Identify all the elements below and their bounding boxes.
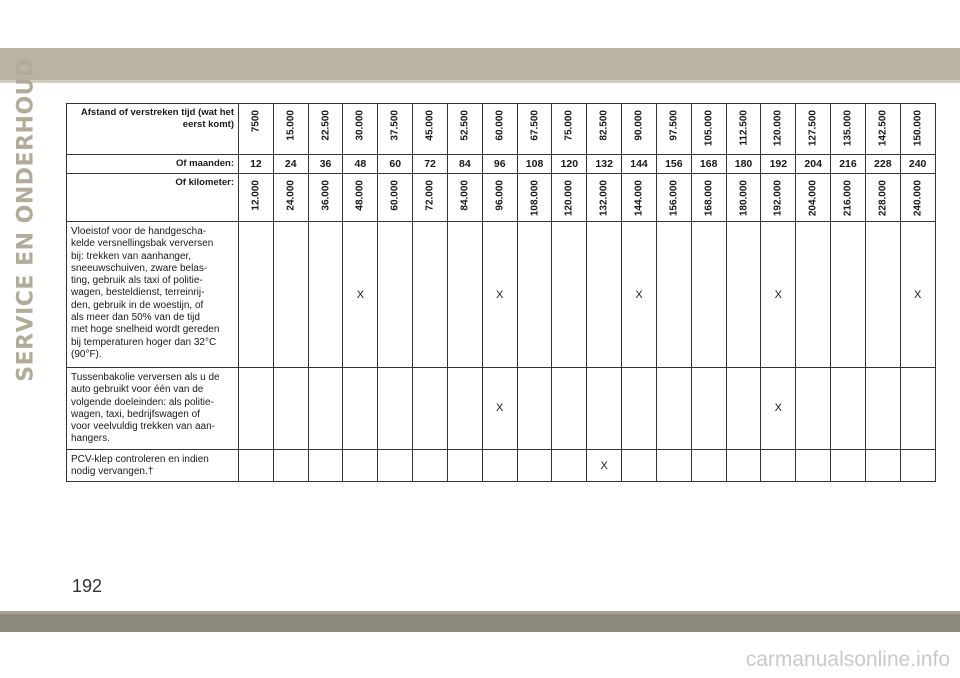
distance-value: 97.500 — [668, 110, 680, 141]
maintenance-schedule-table — [66, 103, 936, 482]
watermark: carmanualsonline.info — [745, 648, 950, 671]
months-value: 156 — [656, 155, 691, 174]
kilometer-value: 180.000 — [738, 180, 749, 217]
distance-value: 45.000 — [424, 110, 436, 141]
description-line: bij: trekken van aanhanger, — [71, 250, 192, 262]
kilometer-value: 240.000 — [912, 180, 924, 217]
kilometer-header-row — [67, 174, 936, 222]
schedule-mark-cell — [343, 368, 378, 450]
kilometer-header-cell — [552, 174, 587, 222]
distance-header-cell — [447, 104, 482, 155]
kilometer-value: 228.000 — [877, 180, 889, 217]
schedule-mark-cell: X — [761, 222, 796, 368]
schedule-mark-cell — [517, 449, 552, 482]
schedule-mark-cell — [587, 222, 622, 368]
distance-value: 52.500 — [459, 110, 471, 141]
description-line: den, gebruik in de woestijn, of — [71, 299, 204, 311]
kilometer-value: 144.000 — [633, 180, 645, 217]
schedule-mark-cell: X — [482, 368, 517, 450]
distance-header-cell — [587, 104, 622, 155]
bottom-band — [0, 614, 960, 632]
kilometer-header-cell — [796, 174, 831, 222]
months-value: 12 — [239, 155, 274, 174]
kilometer-value: 108.000 — [529, 180, 541, 217]
schedule-mark-cell — [865, 222, 900, 368]
description-line: Vloeistof voor de handgescha- — [71, 226, 207, 237]
months-value: 132 — [587, 155, 622, 174]
schedule-mark-cell — [413, 222, 448, 368]
kilometer-header-cell — [656, 174, 691, 222]
months-value: 204 — [796, 155, 831, 174]
kilometer-value: 216.000 — [842, 180, 854, 217]
schedule-mark-cell — [831, 449, 866, 482]
months-value: 144 — [622, 155, 657, 174]
description-line: (90°F). — [71, 348, 102, 360]
schedule-mark-cell — [552, 222, 587, 368]
description-line: voor veelvuldig trekken van aan- — [71, 421, 215, 433]
schedule-mark-cell — [691, 222, 726, 368]
schedule-mark-cell — [239, 368, 274, 450]
schedule-mark-cell: X — [761, 368, 796, 450]
schedule-mark-cell — [656, 449, 691, 482]
schedule-mark-cell — [413, 449, 448, 482]
distance-header-cell — [691, 104, 726, 155]
kilometer-value: 156.000 — [668, 180, 680, 217]
kilometer-header-cell — [622, 174, 657, 222]
months-value: 36 — [308, 155, 343, 174]
schedule-mark-cell: X — [587, 449, 622, 482]
months-value: 48 — [343, 155, 378, 174]
kilometer-value: 96.000 — [494, 180, 506, 211]
schedule-mark-cell: X — [622, 222, 657, 368]
distance-header-cell — [273, 104, 308, 155]
months-value: 96 — [482, 155, 517, 174]
description-line: sneeuwschuiven, zware belas- — [71, 262, 208, 274]
kilometer-header-cell — [761, 174, 796, 222]
months-value: 84 — [447, 155, 482, 174]
schedule-mark-cell — [796, 222, 831, 368]
distance-value: 135.000 — [842, 110, 854, 147]
schedule-mark-cell — [900, 368, 935, 450]
kilometer-value: 48.000 — [354, 180, 366, 211]
schedule-mark-cell — [552, 368, 587, 450]
schedule-mark-cell — [622, 368, 657, 450]
schedule-mark-cell — [796, 449, 831, 482]
section-title-text: SERVICE EN ONDERHOUD — [13, 58, 39, 382]
schedule-mark-cell — [900, 449, 935, 482]
schedule-mark-cell — [273, 449, 308, 482]
description-line: hangers. — [71, 433, 110, 445]
months-value: 192 — [761, 155, 796, 174]
schedule-mark-cell — [691, 368, 726, 450]
description-line: nodig vervangen.† — [71, 466, 154, 478]
schedule-mark-cell — [656, 368, 691, 450]
months-value: 216 — [831, 155, 866, 174]
distance-value: 7500 — [250, 110, 262, 133]
description-line: ting, gebruik als taxi of politie- — [71, 275, 203, 287]
distance-value: 15.000 — [285, 110, 297, 141]
description-line: bij temperaturen hoger dan 32°C — [71, 336, 217, 348]
service-description — [67, 222, 239, 368]
kilometer-header-cell — [308, 174, 343, 222]
schedule-mark-cell — [239, 449, 274, 482]
distance-header-cell — [517, 104, 552, 155]
distance-header-row — [67, 104, 936, 155]
distance-value: 37.500 — [389, 110, 401, 141]
distance-header-cell — [239, 104, 274, 155]
schedule-mark-cell — [308, 222, 343, 368]
kilometer-value: 12.000 — [250, 180, 262, 211]
distance-header-cell — [622, 104, 657, 155]
description-line: auto gebruikt voor één van de — [71, 384, 204, 396]
schedule-mark-cell — [517, 368, 552, 450]
schedule-mark-cell — [447, 449, 482, 482]
distance-header-cell — [831, 104, 866, 155]
schedule-mark-cell — [831, 222, 866, 368]
kilometer-value: 120.000 — [563, 180, 575, 217]
kilometer-header-cell — [865, 174, 900, 222]
schedule-mark-cell — [378, 368, 413, 450]
kilometer-label: Of kilometer: — [67, 174, 239, 222]
distance-value: 120.000 — [772, 110, 784, 147]
kilometer-value: 192.000 — [772, 180, 784, 217]
months-value: 120 — [552, 155, 587, 174]
distance-header-cell — [343, 104, 378, 155]
months-row — [67, 155, 936, 174]
kilometer-header-cell — [482, 174, 517, 222]
kilometer-header-cell — [726, 174, 761, 222]
schedule-mark-cell — [865, 368, 900, 450]
kilometer-value: 24.000 — [285, 180, 297, 211]
distance-value: 67.500 — [529, 110, 541, 141]
distance-value: 90.000 — [633, 110, 645, 141]
schedule-mark-cell — [587, 368, 622, 450]
kilometer-header-cell — [691, 174, 726, 222]
description-line: wagen, besteldienst, terreinrij- — [71, 287, 205, 299]
schedule-mark-cell — [273, 368, 308, 450]
months-value: 240 — [900, 155, 935, 174]
kilometer-value: 168.000 — [703, 180, 715, 217]
months-value: 24 — [273, 155, 308, 174]
description-line: als meer dan 50% van de tijd — [71, 312, 200, 324]
distance-header-cell — [726, 104, 761, 155]
schedule-mark-cell — [622, 449, 657, 482]
description-line: volgende doeleinden: als politie- — [71, 396, 214, 408]
service-description — [67, 368, 239, 450]
distance-header-cell — [865, 104, 900, 155]
schedule-mark-cell — [239, 222, 274, 368]
service-row — [67, 368, 936, 450]
schedule-mark-cell — [761, 449, 796, 482]
months-value: 168 — [691, 155, 726, 174]
section-side-title — [2, 58, 50, 382]
schedule-mark-cell — [726, 222, 761, 368]
months-value: 60 — [378, 155, 413, 174]
kilometer-header-cell — [447, 174, 482, 222]
kilometer-value: 36.000 — [320, 180, 332, 211]
kilometer-value: 84.000 — [459, 180, 471, 211]
kilometer-header-cell — [273, 174, 308, 222]
kilometer-value: 72.000 — [424, 180, 436, 211]
service-description — [67, 449, 239, 482]
distance-header-cell — [378, 104, 413, 155]
kilometer-value: 132.000 — [598, 180, 610, 217]
schedule-mark-cell — [273, 222, 308, 368]
kilometer-header-cell — [587, 174, 622, 222]
distance-value: 60.000 — [494, 110, 506, 141]
distance-header-cell — [900, 104, 935, 155]
schedule-mark-cell — [308, 449, 343, 482]
kilometer-header-cell — [378, 174, 413, 222]
schedule-mark-cell: X — [900, 222, 935, 368]
distance-value: 112.500 — [738, 110, 749, 146]
months-value: 180 — [726, 155, 761, 174]
distance-header-cell — [482, 104, 517, 155]
schedule-mark-cell — [378, 222, 413, 368]
distance-header-cell — [308, 104, 343, 155]
distance-header-cell — [552, 104, 587, 155]
kilometer-header-cell — [517, 174, 552, 222]
distance-value: 82.500 — [598, 110, 610, 141]
distance-header-cell — [796, 104, 831, 155]
schedule-mark-cell — [691, 449, 726, 482]
schedule-mark-cell — [378, 449, 413, 482]
kilometer-value: 60.000 — [389, 180, 401, 211]
schedule-mark-cell: X — [482, 222, 517, 368]
distance-value: 30.000 — [354, 110, 366, 141]
schedule-mark-cell — [447, 222, 482, 368]
distance-value: 105.000 — [703, 110, 715, 147]
schedule-mark-cell — [726, 449, 761, 482]
distance-value: 75.000 — [563, 110, 575, 141]
schedule-mark-cell — [831, 368, 866, 450]
schedule-mark-cell — [447, 368, 482, 450]
kilometer-value: 204.000 — [807, 180, 819, 217]
months-value: 72 — [413, 155, 448, 174]
description-line: PCV-klep controleren en indien — [71, 453, 209, 465]
months-value: 228 — [865, 155, 900, 174]
months-value: 108 — [517, 155, 552, 174]
schedule-mark-cell — [343, 449, 378, 482]
distance-value: 22.500 — [320, 110, 332, 141]
schedule-mark-cell — [482, 449, 517, 482]
kilometer-header-cell — [900, 174, 935, 222]
kilometer-header-cell — [343, 174, 378, 222]
kilometer-header-cell — [831, 174, 866, 222]
schedule-mark-cell — [413, 368, 448, 450]
distance-header-label: Afstand of verstreken tijd (wat het eerst komt) — [67, 104, 239, 155]
service-row — [67, 449, 936, 482]
description-line: Tussenbakolie verversen als u de — [71, 372, 220, 383]
distance-value: 127.500 — [807, 110, 819, 147]
service-row — [67, 222, 936, 368]
schedule-mark-cell — [796, 368, 831, 450]
top-band — [0, 48, 960, 80]
distance-header-cell — [656, 104, 691, 155]
kilometer-header-cell — [239, 174, 274, 222]
distance-header-cell — [761, 104, 796, 155]
description-line: met hoge snelheid wordt gereden — [71, 324, 220, 336]
schedule-mark-cell — [308, 368, 343, 450]
kilometer-header-cell — [413, 174, 448, 222]
schedule-mark-cell — [726, 368, 761, 450]
distance-value: 150.000 — [912, 110, 924, 147]
description-line: wagen, taxi, bedrijfswagen of — [71, 408, 200, 420]
schedule-mark-cell: X — [343, 222, 378, 368]
schedule-mark-cell — [865, 449, 900, 482]
description-line: kelde versnellingsbak verversen — [71, 238, 214, 250]
distance-header-cell — [413, 104, 448, 155]
distance-value: 142.500 — [877, 110, 889, 147]
schedule-mark-cell — [552, 449, 587, 482]
months-label: Of maanden: — [67, 155, 239, 174]
schedule-mark-cell — [517, 222, 552, 368]
page-number: 192 — [72, 576, 103, 596]
top-band-line — [0, 80, 960, 83]
schedule-mark-cell — [656, 222, 691, 368]
